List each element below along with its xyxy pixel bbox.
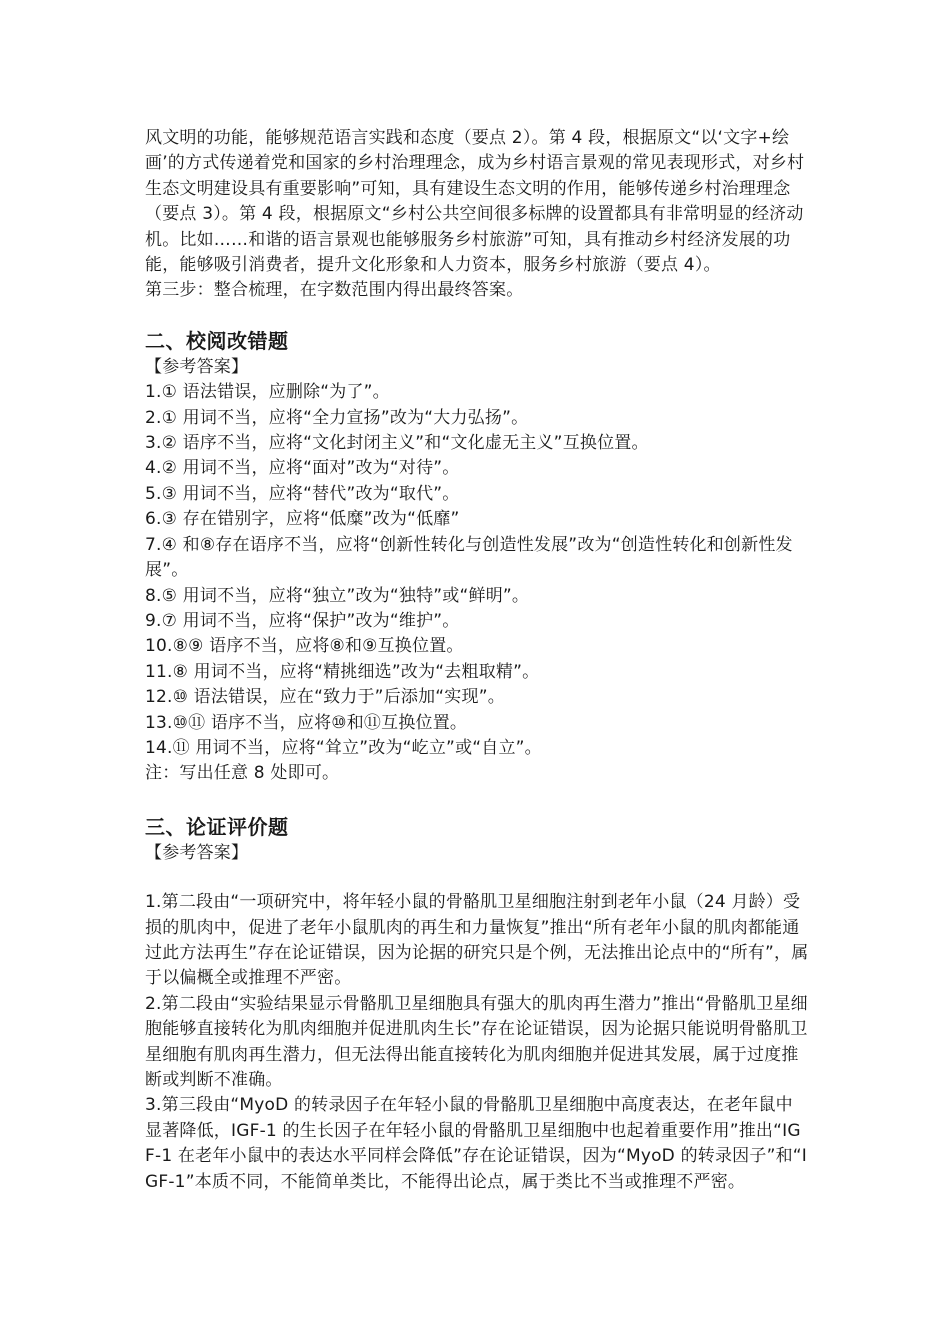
section3-title: 三、论证评价题 bbox=[145, 814, 289, 839]
section3-list bbox=[145, 890, 810, 1195]
list-item: 2.① 用词不当，应将“全力宣扬”改为“大力弘扬”。 bbox=[145, 407, 529, 428]
section3-answer-label: 【参考答案】 bbox=[145, 842, 249, 863]
section2-note: 注：写出任意 8 处即可。 bbox=[145, 763, 340, 784]
section2-title: 二、校阅改错题 bbox=[145, 328, 289, 353]
spacer bbox=[145, 304, 810, 328]
list-item: 6.③ 存在错别字，应将“低糜”改为“低靡” bbox=[145, 509, 460, 530]
list-item: 1.① 语法错误，应删除“为了”。 bbox=[145, 382, 390, 403]
list-item: 4.② 用词不当，应将“面对”改为“对待”。 bbox=[145, 458, 460, 479]
document-page bbox=[145, 126, 810, 1195]
list-item: 3.② 语序不当，应将“文化封闭主义”和“文化虚无主义”互换位置。 bbox=[145, 433, 649, 454]
list-item: 14.⑪ 用词不当，应将“耸立”改为“屹立”或“自立”。 bbox=[145, 737, 542, 758]
list-item: 1.第二段由“一项研究中，将年轻小鼠的骨骼肌卫星细胞注射到老年小鼠（24 月龄）受损的肌肉中，促进了老年小鼠肌肉的再生和力量恢复”推出“所有老年小鼠的肌肉都能通过此方法再生”存在论证错误，因为论据的研究只是个例，无法推出论点中的“所有”，属于以偏概全或推理不严密。 bbox=[145, 892, 809, 989]
list-item: 13.⑩⑪ 语序不当，应将⑩和⑪互换位置。 bbox=[145, 712, 468, 733]
section2-list bbox=[145, 380, 810, 761]
list-item: 11.⑧ 用词不当，应将“精挑细选”改为“去粗取精”。 bbox=[145, 661, 540, 682]
spacer bbox=[145, 866, 810, 890]
list-item: 5.③ 用词不当，应将“替代”改为“取代”。 bbox=[145, 483, 460, 504]
list-item: 10.⑧⑨ 语序不当，应将⑧和⑨互换位置。 bbox=[145, 636, 464, 657]
list-item: 8.⑤ 用词不当，应将“独立”改为“独特”或“鲜明”。 bbox=[145, 585, 530, 606]
step3-line: 第三步：整合梳理，在字数范围内得出最终答案。 bbox=[145, 280, 524, 301]
list-item: 12.⑩ 语法错误，应在“致力于”后添加“实现”。 bbox=[145, 687, 505, 708]
spacer bbox=[145, 787, 810, 814]
list-item: 2.第二段由“实验结果显示骨骼肌卫星细胞具有强大的肌肉再生潜力”推出“骨骼肌卫星细胞能够直接转化为肌肉细胞并促进肌肉生长”存在论证错误，因为论据只能说明骨骼肌卫星细胞有肌肉再生潜力，但无法得出能直接转化为肌肉细胞并促进其发展，属于过度推断或判断不准确。 bbox=[145, 993, 808, 1090]
section2-answer-label: 【参考答案】 bbox=[145, 356, 249, 377]
list-item: 9.⑦ 用词不当，应将“保护”改为“维护”。 bbox=[145, 610, 460, 631]
intro-paragraph: 风文明的功能，能够规范语言实践和态度（要点 2）。第 4 段，根据原文“以‘文字+绘画’的方式传递着党和国家的乡村治理理念，成为乡村语言景观的常见表现形式，对乡村生态文明建设具有重要影响”可知，具有建设生态文明的作用，能够传递乡村治理理念（要点 3）。第 4 段，根据原文“乡村公共空间很多标牌的设置都具有非常明显的经济动机。比如……和谐的语言景观也能够服务乡村旅游”可知，具有推动乡村经济发展的功能，能够吸引消费者，提升文化形象和人力资本，服务乡村旅游（要点 4）。 bbox=[145, 128, 805, 276]
list-item: 3.第三段由“MyoD 的转录因子在年轻小鼠的骨骼肌卫星细胞中高度表达，在老年鼠中显著降低，IGF-1 的生长因子在年轻小鼠的骨骼肌卫星细胞中也起着重要作用”推出“IGF-1 在老年小鼠中的表达水平同样会降低”存在论证错误，因为“MyoD 的转录因子”和“IGF-1”本质不同，不能简单类比，不能得出论点，属于类比不当或推理不严密。 bbox=[145, 1095, 807, 1192]
list-item: 7.④ 和⑧存在语序不当，应将“创新性转化与创造性发展”改为“创造性转化和创新性发展”。 bbox=[145, 534, 793, 581]
